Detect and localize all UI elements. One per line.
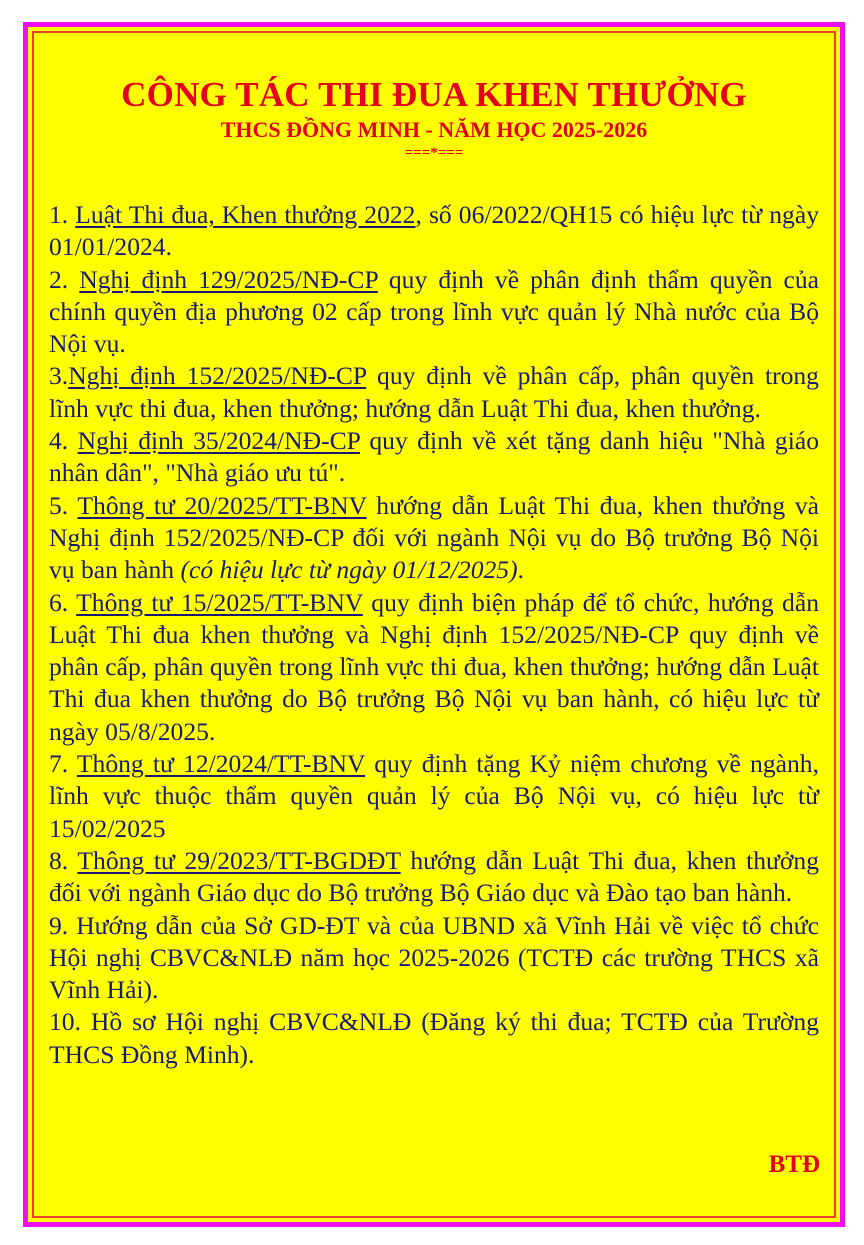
item-number: 9.: [49, 910, 77, 940]
inner-border: [32, 31, 836, 1218]
document-link[interactable]: Nghị định 152/2025/NĐ-CP: [68, 361, 367, 391]
poster-frame: [23, 22, 845, 1227]
list-item: [49, 425, 819, 490]
item-number: 1.: [49, 200, 76, 229]
item-text: quy định biện pháp để tổ chức, hướng dẫn Luật Thi đua khen thưởng và Nghị định 152/2025/NĐ-CP quy định về phân cấp, phân quyền trong lĩnh vực thi đua, khen thưởng; hướng dẫn Luật Thi đua khen thưởng do Bộ trưởng Bộ Nội vụ ban hành, có hiệu lực từ ngày 05/8/2025.: [49, 587, 819, 746]
page-title: CÔNG TÁC THI ĐUA KHEN THƯỞNG: [121, 75, 747, 114]
item-text: , số 06/2022/QH15 có hiệu lực từ ngày 01/01/2024.: [49, 200, 819, 262]
list-item: [49, 199, 819, 264]
item-number: 2.: [49, 264, 80, 294]
list-item: [49, 1006, 819, 1071]
item-text: hướng dẫn Luật Thi đua, khen thưởng đối với ngành Giáo dục do Bộ trưởng Bộ Giáo dục và Đào tạo ban hành.: [49, 845, 819, 908]
item-number: 8.: [49, 845, 78, 875]
signature: BTĐ: [768, 1151, 820, 1178]
item-number: 10.: [49, 1007, 91, 1037]
item-text: quy định tặng Kỷ niệm chương về ngành, lĩnh vực thuộc thẩm quyền quản lý của Bộ Nội vụ, có hiệu lực từ 15/02/2025: [49, 749, 819, 843]
document-link[interactable]: Thông tư 15/2025/TT-BNV: [76, 587, 363, 617]
item-number: 7.: [49, 749, 77, 779]
document-link[interactable]: Luật Thi đua, Khen thưởng 2022: [75, 200, 416, 229]
list-item: [49, 490, 819, 587]
item-text: quy định về xét tặng danh hiệu "Nhà giáo nhân dân", "Nhà giáo ưu tú".: [49, 426, 819, 488]
document-link[interactable]: Nghị định 129/2025/NĐ-CP: [79, 264, 378, 294]
list-item: [49, 748, 819, 845]
item-text: quy định về phân định thẩm quyền của chính quyền địa phương 02 cấp trong lĩnh vực quản lý Nhà nước của Bộ Nội vụ.: [49, 264, 819, 359]
item-text: Hướng dẫn của Sở GD-ĐT và của UBND xã Vĩnh Hải về việc tổ chức Hội nghị CBVC&NLĐ năm học 2025-2026 (TCTĐ các trường THCS xã Vĩnh Hải).: [49, 910, 819, 1005]
list-item: [49, 910, 819, 1007]
list-item: [49, 264, 819, 361]
page-subtitle: THCS ĐỒNG MINH - NĂM HỌC 2025-2026: [220, 117, 648, 142]
item-text: quy định về phân cấp, phân quyền trong lĩnh vực thi đua, khen thưởng; hướng dẫn Luật Thi đua, khen thưởng.: [49, 361, 819, 423]
item-number: 4.: [49, 426, 78, 456]
document-link[interactable]: Thông tư 29/2023/TT-BGDĐT: [77, 845, 401, 875]
document-list: [49, 199, 819, 1071]
item-number: 5.: [49, 490, 78, 520]
item-text: hướng dẫn Luật Thi đua, khen thưởng và Nghị định 152/2025/NĐ-CP đối với ngành Nội vụ do Bộ trưởng Bộ Nội vụ ban hành: [49, 490, 819, 585]
document-link[interactable]: Thông tư 12/2024/TT-BNV: [76, 749, 366, 779]
separator: ===*===: [404, 145, 464, 161]
item-text: Hồ sơ Hội nghị CBVC&NLĐ (Đăng ký thi đua; TCTĐ của Trường THCS Đồng Minh).: [49, 1007, 820, 1069]
document-link[interactable]: Nghị định 35/2024/NĐ-CP: [77, 426, 360, 456]
item-note: (có hiệu lực từ ngày 01/12/2025): [180, 555, 518, 585]
list-item: [49, 360, 819, 425]
item-number: 6.: [49, 587, 77, 617]
list-item: [49, 587, 819, 748]
item-tail: .: [517, 555, 525, 585]
document-link[interactable]: Thông tư 20/2025/TT-BNV: [77, 490, 367, 520]
list-item: [49, 845, 819, 910]
item-number: 3.: [49, 361, 69, 391]
